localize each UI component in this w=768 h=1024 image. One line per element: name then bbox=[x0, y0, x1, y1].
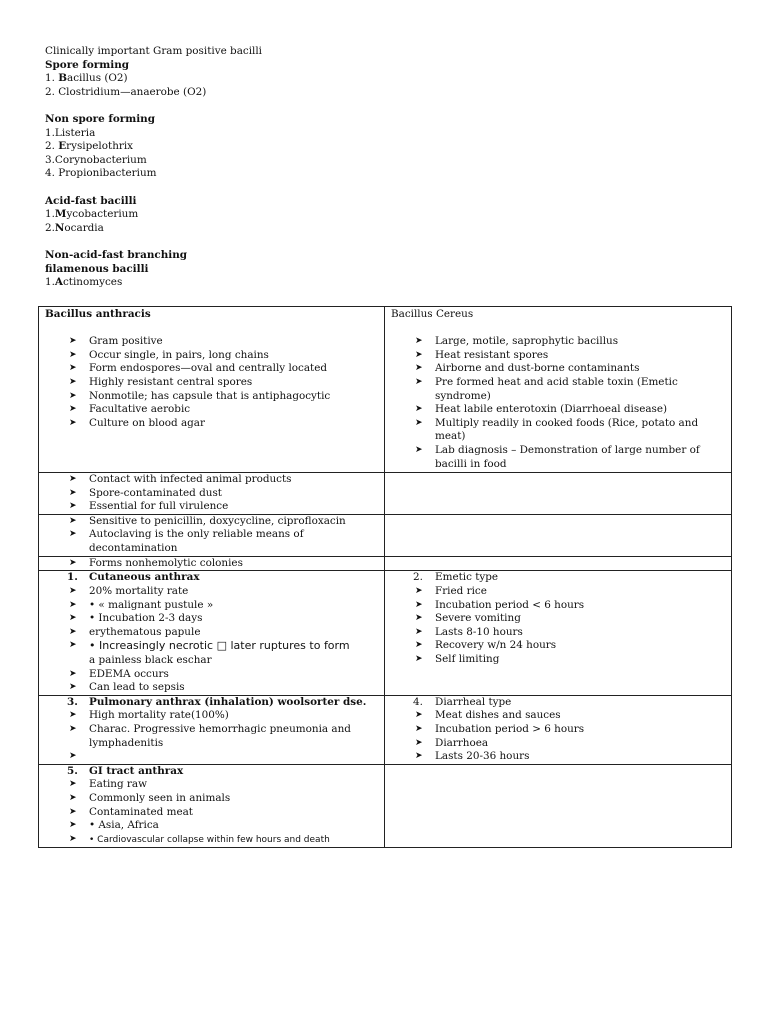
emetic-list bbox=[391, 571, 725, 585]
list-item-text: Gram positive bbox=[89, 335, 163, 348]
cutaneous-list bbox=[45, 571, 378, 585]
list-item bbox=[45, 723, 378, 750]
list-item bbox=[45, 639, 378, 667]
list-item bbox=[391, 444, 725, 471]
list-item-text: EDEMA occurs bbox=[89, 667, 169, 680]
list-item bbox=[391, 639, 725, 653]
acid-fast-item-1-num: 1. bbox=[45, 208, 55, 221]
list-item bbox=[45, 792, 378, 806]
cereus-heading: Bacillus Cereus bbox=[391, 308, 474, 320]
list-item bbox=[45, 528, 378, 555]
list-item bbox=[45, 500, 378, 514]
anthracis-list bbox=[45, 335, 378, 430]
list-item-text: Culture on blood agar bbox=[89, 416, 205, 429]
diarrheal-cell bbox=[385, 695, 732, 764]
arrow-bullet-icon: ➤ bbox=[69, 792, 77, 803]
arrow-bullet-icon: ➤ bbox=[69, 363, 77, 374]
list-item-text: High mortality rate(100%) bbox=[89, 709, 229, 722]
spore-forming-heading: Spore forming bbox=[45, 58, 130, 71]
list-item bbox=[45, 473, 378, 487]
list-item bbox=[391, 376, 725, 403]
emetic-items bbox=[391, 585, 725, 667]
emetic-cell bbox=[385, 571, 732, 695]
list-item-text: Large, motile, saprophytic bacillus bbox=[435, 335, 619, 348]
arrow-bullet-icon: ➤ bbox=[69, 626, 77, 637]
arrow-bullet-icon: ➤ bbox=[69, 779, 77, 790]
list-item-text: Highly resistant central spores bbox=[89, 375, 253, 388]
arrow-bullet-icon: ➤ bbox=[415, 349, 423, 360]
arrow-bullet-icon: ➤ bbox=[69, 529, 77, 540]
list-item bbox=[45, 349, 378, 363]
arrow-bullet-icon: ➤ bbox=[69, 613, 77, 624]
list-item-text: Lab diagnosis – Demonstration of large number of bacilli in food bbox=[435, 443, 700, 470]
arrow-bullet-icon: ➤ bbox=[69, 723, 77, 734]
list-item-text: Lasts 20-36 hours bbox=[435, 750, 530, 763]
spore-item-1-text: acillus (O2) bbox=[67, 72, 128, 85]
gi-last-text: • Cardiovascular collapse within few hours and death bbox=[89, 834, 330, 845]
emetic-num: 2. bbox=[413, 571, 423, 584]
nonspore-item-2-text: rysipelothrix bbox=[66, 140, 134, 153]
list-item-text: • « malignant pustule » bbox=[89, 598, 214, 611]
gi-list bbox=[45, 765, 378, 779]
table-row bbox=[39, 571, 732, 695]
list-item bbox=[45, 612, 378, 626]
table-cell bbox=[39, 556, 385, 571]
list-item bbox=[45, 806, 378, 820]
nonspore-item-2-num: 2. bbox=[45, 140, 59, 153]
table-cell bbox=[385, 514, 732, 556]
acid-fast-item-2-initial: N bbox=[54, 221, 65, 234]
nonspore-item-3: 3.Corynobacterium bbox=[45, 153, 147, 166]
table-row bbox=[39, 473, 732, 515]
arrow-bullet-icon: ➤ bbox=[415, 376, 423, 387]
acid-fast-item-1-initial: M bbox=[54, 208, 67, 221]
list-item-text: Can lead to sepsis bbox=[89, 681, 185, 694]
list-item bbox=[391, 571, 725, 585]
arrow-bullet-icon: ➤ bbox=[69, 640, 77, 651]
list-item bbox=[45, 765, 378, 779]
list-item bbox=[391, 723, 725, 737]
arrow-bullet-icon: ➤ bbox=[415, 585, 423, 596]
list-item-text: Fried rice bbox=[435, 584, 487, 597]
list-item bbox=[45, 487, 378, 501]
diarrheal-num: 4. bbox=[413, 695, 423, 708]
pulmonary-cell bbox=[39, 695, 385, 764]
list-item-text: Forms nonhemolytic colonies bbox=[89, 556, 243, 569]
list-item-text: Commonly seen in animals bbox=[89, 791, 231, 804]
arrow-bullet-icon: ➤ bbox=[69, 557, 77, 568]
list-item bbox=[391, 626, 725, 640]
list-item bbox=[45, 681, 378, 695]
list-item bbox=[45, 696, 378, 710]
arrow-bullet-icon: ➤ bbox=[415, 653, 423, 664]
list-item bbox=[45, 362, 378, 376]
transmission-list bbox=[45, 473, 378, 514]
document-title: Clinically important Gram positive bacilli bbox=[45, 45, 262, 57]
spore-item-1-initial: B bbox=[58, 72, 68, 85]
list-item-text: Meat dishes and sauces bbox=[435, 709, 561, 722]
arrow-bullet-icon: ➤ bbox=[415, 444, 423, 455]
list-item bbox=[45, 390, 378, 404]
arrow-bullet-icon: ➤ bbox=[69, 820, 77, 831]
list-item-text: Heat resistant spores bbox=[435, 348, 549, 361]
arrow-bullet-icon: ➤ bbox=[69, 751, 77, 762]
cutaneous-items bbox=[45, 585, 378, 639]
arrow-bullet-icon: ➤ bbox=[415, 626, 423, 637]
list-item-text: Eating raw bbox=[89, 778, 147, 791]
list-item-text: Lasts 8-10 hours bbox=[435, 625, 523, 638]
anthracis-overview-cell bbox=[39, 307, 385, 473]
emetic-title: Emetic type bbox=[435, 571, 499, 584]
nonspore-item-2-initial: E bbox=[58, 140, 67, 153]
arrow-bullet-icon: ➤ bbox=[415, 737, 423, 748]
spore-item-1 bbox=[45, 72, 735, 86]
list-item bbox=[391, 349, 725, 363]
list-item-text: Charac. Progressive hemorrhagic pneumonia and lymphadenitis bbox=[89, 722, 351, 749]
arrow-bullet-icon: ➤ bbox=[69, 682, 77, 693]
gi-cell bbox=[39, 764, 385, 848]
list-item-text: Nonmotile; has capsule that is antiphagocytic bbox=[89, 389, 331, 402]
cutaneous-necrotic bbox=[45, 639, 378, 667]
acid-fast-item-2-text: ocardia bbox=[64, 221, 104, 234]
list-item-text: Spore-contaminated dust bbox=[89, 486, 222, 499]
missing-glyph-icon: □ bbox=[216, 639, 227, 653]
list-item bbox=[391, 696, 725, 710]
arrow-bullet-icon: ➤ bbox=[69, 487, 77, 498]
spore-item-2: 2. Clostridium—anaerobe (O2) bbox=[45, 85, 207, 98]
spore-item-1-num: 1. bbox=[45, 72, 59, 85]
list-item-text: Sensitive to penicillin, doxycycline, ciprofloxacin bbox=[89, 514, 346, 527]
nonspore-item-4: 4. Propionibacterium bbox=[45, 167, 157, 180]
diarrheal-items bbox=[391, 709, 725, 763]
list-item bbox=[45, 403, 378, 417]
arrow-bullet-icon: ➤ bbox=[415, 336, 423, 347]
list-item bbox=[391, 585, 725, 599]
list-item bbox=[45, 709, 378, 723]
branching-item-1-initial: A bbox=[54, 276, 63, 289]
table-cell bbox=[39, 514, 385, 556]
list-item-text: Form endospores—oval and centrally located bbox=[89, 362, 328, 375]
acid-fast-heading: Acid-fast bacilli bbox=[45, 194, 137, 207]
pulmonary-items bbox=[45, 709, 378, 762]
list-item-text: erythematous papule bbox=[89, 625, 201, 638]
branching-item-1 bbox=[45, 276, 735, 290]
list-item-text: Contaminated meat bbox=[89, 805, 193, 818]
table-cell bbox=[385, 764, 732, 848]
cutaneous-cell bbox=[39, 571, 385, 695]
arrow-bullet-icon: ➤ bbox=[69, 806, 77, 817]
table-row bbox=[39, 307, 732, 473]
table-cell bbox=[385, 556, 732, 571]
list-item bbox=[45, 599, 378, 613]
arrow-bullet-icon: ➤ bbox=[415, 640, 423, 651]
acid-fast-item-1 bbox=[45, 208, 735, 222]
arrow-bullet-icon: ➤ bbox=[69, 710, 77, 721]
cereus-list bbox=[391, 335, 725, 471]
list-item bbox=[391, 737, 725, 751]
gi-last bbox=[45, 833, 378, 848]
list-item bbox=[391, 403, 725, 417]
cutaneous-tail bbox=[45, 668, 378, 695]
arrow-bullet-icon: ➤ bbox=[69, 515, 77, 526]
diarrheal-title: Diarrheal type bbox=[435, 695, 512, 708]
branching-heading-line-1: Non-acid-fast branching bbox=[45, 248, 188, 261]
cutaneous-num: 1. bbox=[67, 571, 78, 584]
list-item bbox=[45, 819, 378, 833]
non-spore-forming-heading: Non spore forming bbox=[45, 112, 155, 125]
arrow-bullet-icon: ➤ bbox=[69, 474, 77, 484]
table-row bbox=[39, 764, 732, 848]
necrotic-text-c: a painless black eschar bbox=[89, 653, 212, 666]
anthracis-heading: Bacillus anthracis bbox=[45, 308, 151, 320]
list-item-text: Occur single, in pairs, long chains bbox=[89, 348, 269, 361]
list-item bbox=[45, 515, 378, 529]
arrow-bullet-icon: ➤ bbox=[69, 501, 77, 512]
arrow-bullet-icon: ➤ bbox=[69, 585, 77, 596]
nonspore-item-2 bbox=[45, 140, 735, 154]
nonspore-item-1: 1.Listeria bbox=[45, 126, 96, 139]
arrow-bullet-icon: ➤ bbox=[415, 613, 423, 624]
arrow-bullet-icon: ➤ bbox=[69, 390, 77, 401]
arrow-bullet-icon: ➤ bbox=[415, 723, 423, 734]
list-item-text: • Incubation 2-3 days bbox=[89, 612, 203, 625]
list-item bbox=[391, 653, 725, 667]
pulmonary-list bbox=[45, 696, 378, 710]
arrow-bullet-icon: ➤ bbox=[415, 404, 423, 415]
colony-list bbox=[45, 557, 378, 571]
list-item-text: • Asia, Africa bbox=[89, 819, 159, 832]
table-cell bbox=[385, 473, 732, 515]
list-item-text: Pre formed heat and acid stable toxin (Emetic syndrome) bbox=[435, 375, 678, 402]
branching-heading-line-2: filamenous bacilli bbox=[45, 262, 149, 275]
list-item-text: Essential for full virulence bbox=[89, 500, 229, 513]
table-row bbox=[39, 556, 732, 571]
list-item-text: Multiply readily in cooked foods (Rice, potato and meat) bbox=[435, 416, 699, 443]
list-item-text: Diarrhoea bbox=[435, 736, 489, 749]
arrow-bullet-icon: ➤ bbox=[69, 404, 77, 415]
gi-items bbox=[45, 778, 378, 832]
list-item bbox=[45, 417, 378, 431]
intro-section bbox=[45, 45, 735, 290]
list-item-text: Recovery w/n 24 hours bbox=[435, 639, 557, 652]
list-item bbox=[45, 335, 378, 349]
list-item-text: Airborne and dust-borne contaminants bbox=[435, 362, 640, 375]
arrow-bullet-icon: ➤ bbox=[415, 710, 423, 721]
list-item bbox=[45, 668, 378, 682]
acid-fast-item-1-text: ycobacterium bbox=[66, 208, 139, 221]
list-item bbox=[391, 335, 725, 349]
pulmonary-num: 3. bbox=[67, 695, 78, 708]
list-item bbox=[45, 571, 378, 585]
arrow-bullet-icon: ➤ bbox=[415, 599, 423, 610]
arrow-bullet-icon: ➤ bbox=[69, 376, 77, 387]
list-item-text: Autoclaving is the only reliable means of decontamination bbox=[89, 528, 304, 554]
list-item-text: Incubation period > 6 hours bbox=[435, 722, 585, 735]
list-item-text: Self limiting bbox=[435, 652, 500, 665]
necrotic-text-b: later ruptures to form bbox=[226, 639, 350, 653]
arrow-bullet-icon: ➤ bbox=[69, 833, 77, 844]
arrow-bullet-icon: ➤ bbox=[69, 599, 77, 610]
list-item-text: Contact with infected animal products bbox=[89, 473, 292, 485]
list-item-text: Heat labile enterotoxin (Diarrhoeal disease) bbox=[435, 403, 668, 416]
acid-fast-item-2-num: 2. bbox=[45, 221, 55, 234]
list-item bbox=[45, 778, 378, 792]
list-item bbox=[45, 376, 378, 390]
list-item bbox=[45, 626, 378, 640]
cutaneous-title: Cutaneous anthrax bbox=[89, 571, 200, 584]
acid-fast-item-2 bbox=[45, 222, 735, 236]
cereus-overview-cell bbox=[385, 307, 732, 473]
arrow-bullet-icon: ➤ bbox=[415, 417, 423, 428]
list-item bbox=[45, 557, 378, 571]
treatment-list bbox=[45, 515, 378, 556]
list-item bbox=[45, 585, 378, 599]
list-item-text: Facultative aerobic bbox=[89, 403, 191, 416]
arrow-bullet-icon: ➤ bbox=[69, 417, 77, 428]
list-item-text: Incubation period < 6 hours bbox=[435, 598, 585, 611]
branching-item-1-text: ctinomyces bbox=[62, 276, 123, 289]
arrow-bullet-icon: ➤ bbox=[69, 349, 77, 360]
arrow-bullet-icon: ➤ bbox=[69, 668, 77, 679]
gi-title: GI tract anthrax bbox=[89, 764, 184, 777]
list-item-text: 20% mortality rate bbox=[89, 584, 189, 597]
list-item bbox=[391, 750, 725, 764]
list-item bbox=[391, 612, 725, 626]
list-item bbox=[391, 362, 725, 376]
table-cell bbox=[39, 473, 385, 515]
arrow-bullet-icon: ➤ bbox=[415, 363, 423, 374]
arrow-bullet-icon: ➤ bbox=[415, 751, 423, 762]
necrotic-text-a: • Increasingly necrotic bbox=[89, 639, 217, 653]
arrow-bullet-icon: ➤ bbox=[69, 336, 77, 347]
diarrheal-list bbox=[391, 696, 725, 710]
table-row bbox=[39, 695, 732, 764]
list-item-text: Severe vomiting bbox=[435, 612, 521, 625]
gi-num: 5. bbox=[67, 764, 78, 777]
branching-item-1-num: 1. bbox=[45, 276, 55, 289]
list-item bbox=[391, 417, 725, 444]
list-item bbox=[391, 599, 725, 613]
pulmonary-title: Pulmonary anthrax (inhalation) woolsorter dse. bbox=[89, 695, 367, 708]
table-row bbox=[39, 514, 732, 556]
bacillus-comparison-table bbox=[38, 306, 732, 848]
list-item bbox=[391, 709, 725, 723]
list-item bbox=[45, 833, 378, 848]
